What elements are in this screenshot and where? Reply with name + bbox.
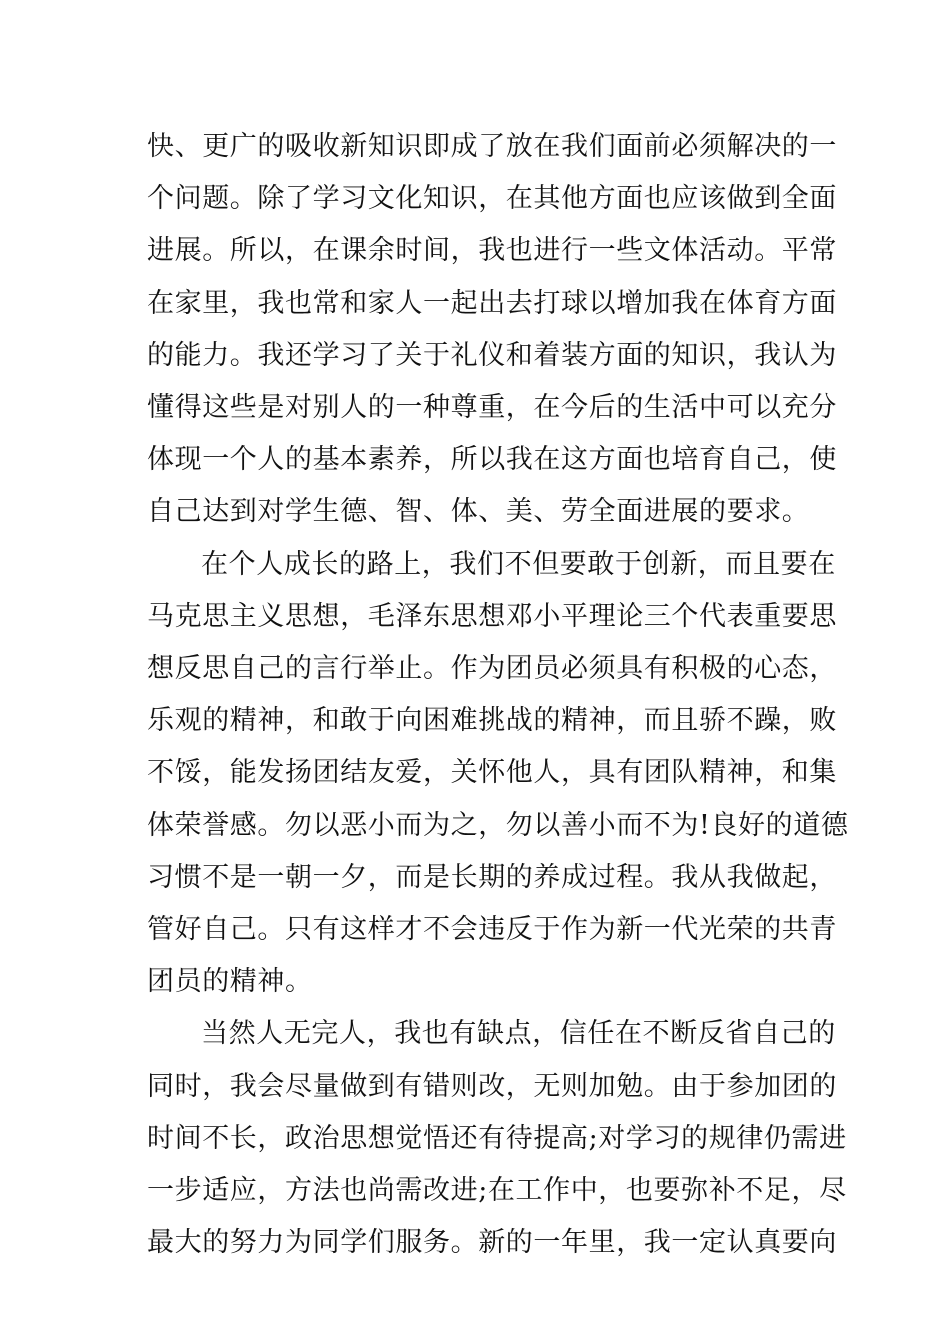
text-line: 马克思主义思想，毛泽东思想邓小平理论三个代表重要思: [147, 600, 837, 632]
text-line: 进展。所以，在课余时间，我也进行一些文体活动。平常: [147, 235, 837, 267]
paragraph-2: [147, 539, 849, 1009]
text-line: 想反思自己的言行举止。作为团员必须具有积极的心态，: [147, 653, 837, 685]
text-line: 时间不长，政治思想觉悟还有待提高;对学习的规律仍需进: [147, 1122, 847, 1154]
text-line: 不馁，能发扬团结友爱，关怀他人，具有团队精神，和集: [147, 757, 837, 789]
text-line: 在个人成长的路上，我们不但要敢于创新，而且要在: [201, 548, 836, 580]
text-line: 最大的努力为同学们服务。新的一年里，我一定认真要向: [147, 1227, 837, 1259]
text-line: 乐观的精神，和敢于向困难挑战的精神，而且骄不躁，败: [147, 705, 837, 737]
text-line: 懂得这些是对别人的一种尊重，在今后的生活中可以充分: [147, 392, 837, 424]
paragraph-1: [147, 121, 837, 539]
text-line: 快、更广的吸收新知识即成了放在我们面前必须解决的一: [147, 131, 837, 162]
text-line: 个问题。除了学习文化知识，在其他方面也应该做到全面: [147, 183, 837, 215]
text-line: 的能力。我还学习了关于礼仪和着装方面的知识，我认为: [147, 339, 837, 371]
text-line: 管好自己。只有这样才不会违反于作为新一代光荣的共青: [147, 914, 837, 946]
text-line: 一步适应，方法也尚需改进;在工作中，也要弥补不足，尽: [147, 1175, 847, 1207]
document-body: [147, 121, 849, 1269]
text-line: 体荣誉感。勿以恶小而为之，勿以善小而不为!良好的道德: [147, 809, 849, 841]
text-line: 团员的精神。: [147, 966, 313, 998]
text-line: 当然人无完人，我也有缺点，信任在不断反省自己的: [201, 1018, 836, 1050]
text-line: 在家里，我也常和家人一起出去打球以增加我在体育方面: [147, 287, 837, 319]
text-line: 同时，我会尽量做到有错则改，无则加勉。由于参加团的: [147, 1070, 837, 1102]
text-line: 自己达到对学生德、智、体、美、劳全面进展的要求。: [147, 496, 810, 528]
text-line: 体现一个人的基本素养，所以我在这方面也培育自己，使: [147, 444, 837, 476]
text-line: 习惯不是一朝一夕，而是长期的养成过程。我从我做起，: [147, 861, 837, 893]
paragraph-3: [147, 1008, 847, 1269]
